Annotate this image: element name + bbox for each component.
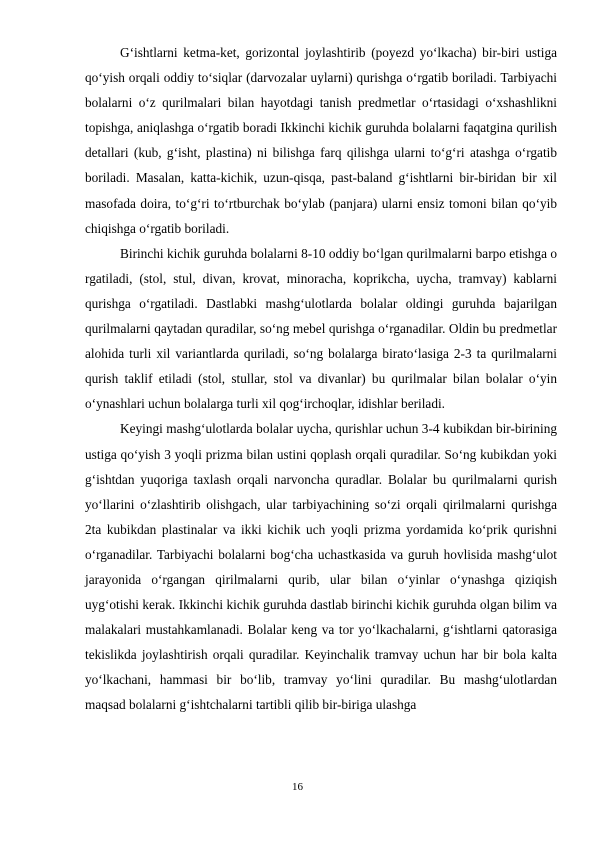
paragraph-bricks-intro: G‘ishtlarni ketma-ket, gorizontal joylashtirib (poyezd yo‘lkacha) bir-biri ustiga qo‘yish orqali oddiy to‘siqlar (darvozalar uylarni) qurishga o‘rgatib boriladi. Tarbiyachi bolalarni o‘z qurilmalari bilan hayotdagi tanish predmetlar o‘rtasidagi o‘xshashlikni topishga, aniqlashga o‘rgatib boradi Ikkinchi kichik guruhda bolalarni faqatgina qurilish detallari (kub, g‘isht, plastina) ni bilishga farq qilishga ularni to‘g‘ri atashga o‘rgatib boriladi. Masalan, katta-kichik, uzun-qisqa, past-baland g‘ishtlarni bir-biridan bir xil masofada doira, to‘g‘ri to‘rtburchak bo‘ylab (panjara) ularni ensiz tomoni bilan qo‘yib chiqishga o‘rgatib boriladi. xyxy=(85,45,557,236)
page-number: 16 xyxy=(292,781,303,793)
paragraph-first-junior-group: Birinchi kichik guruhda bolalarni 8-10 oddiy bo‘lgan qurilmalarni barpo etishga o rgatiladi, (stol, stul, divan, krovat, minoracha, koprikcha, uycha, tramvay) kablarni qurishga o‘rgatiladi. Dastlabki mashg‘ulotlarda bolalar oldingi guruhda bajarilgan qurilmalarni qaytadan quradilar, so‘ng mebel qurishga o‘rganadilar. Oldin bu predmetlar alohida turli xil variantlarda quriladi, so‘ng bolalarga birato‘lasiga 2-3 ta qurilmalarni qurish taklif etiladi (stol, stullar, stol va divanlar) bu qurilmalar bilan bolalar o‘yin o‘ynashlari uchun bolalarga turli xil qog‘irchoqlar, idishlar beriladi. xyxy=(85,245,557,412)
document-page xyxy=(85,40,557,718)
paragraph-following-lessons: Keyingi mashg‘ulotlarda bolalar uycha, qurishlar uchun 3-4 kubikdan bir-birining ustiga qo‘yish 3 yoqli prizma bilan ustini qoplash orqali quradilar. So‘ng kubikdan yoki g‘ishtdan yuqoriga taxlash orqali narvoncha quradlar. Bolalar bu qurilmalarni qurish yo‘llarini o‘zlashtirib olishgach, ular tarbiyachining so‘zi orqali qirilmalarni qurishga 2ta kubikdan plastinalar va ikki kichik uch yoqli prizma yordamida ko‘prik qurishni o‘rganadilar. Tarbiyachi bolalarni bog‘cha uchastkasida va guruh hovlisida mashg‘ulot jarayonida o‘rgangan qirilmalarni qurib, ular bilan o‘yinlar o‘ynashga qiziqish uyg‘otishi kerak. Ikkinchi kichik guruhda dastlab birinchi kichik guruhda olgan bilim va malakalari mustahkamlanadi. Bolalar keng va tor yo‘lkachalarni, g‘ishtlarni qatorasiga tekislikda joylashtirish orqali quradilar. Keyinchalik tramvay uchun har bir bola kalta yo‘lkachani, hammasi bir bo‘lib, tramvay yo‘lini quradilar. Bu mashg‘ulotlardan maqsad bolalarni g‘ishtchalarni tartibli qilib bir-biriga ulashga xyxy=(85,421,557,713)
